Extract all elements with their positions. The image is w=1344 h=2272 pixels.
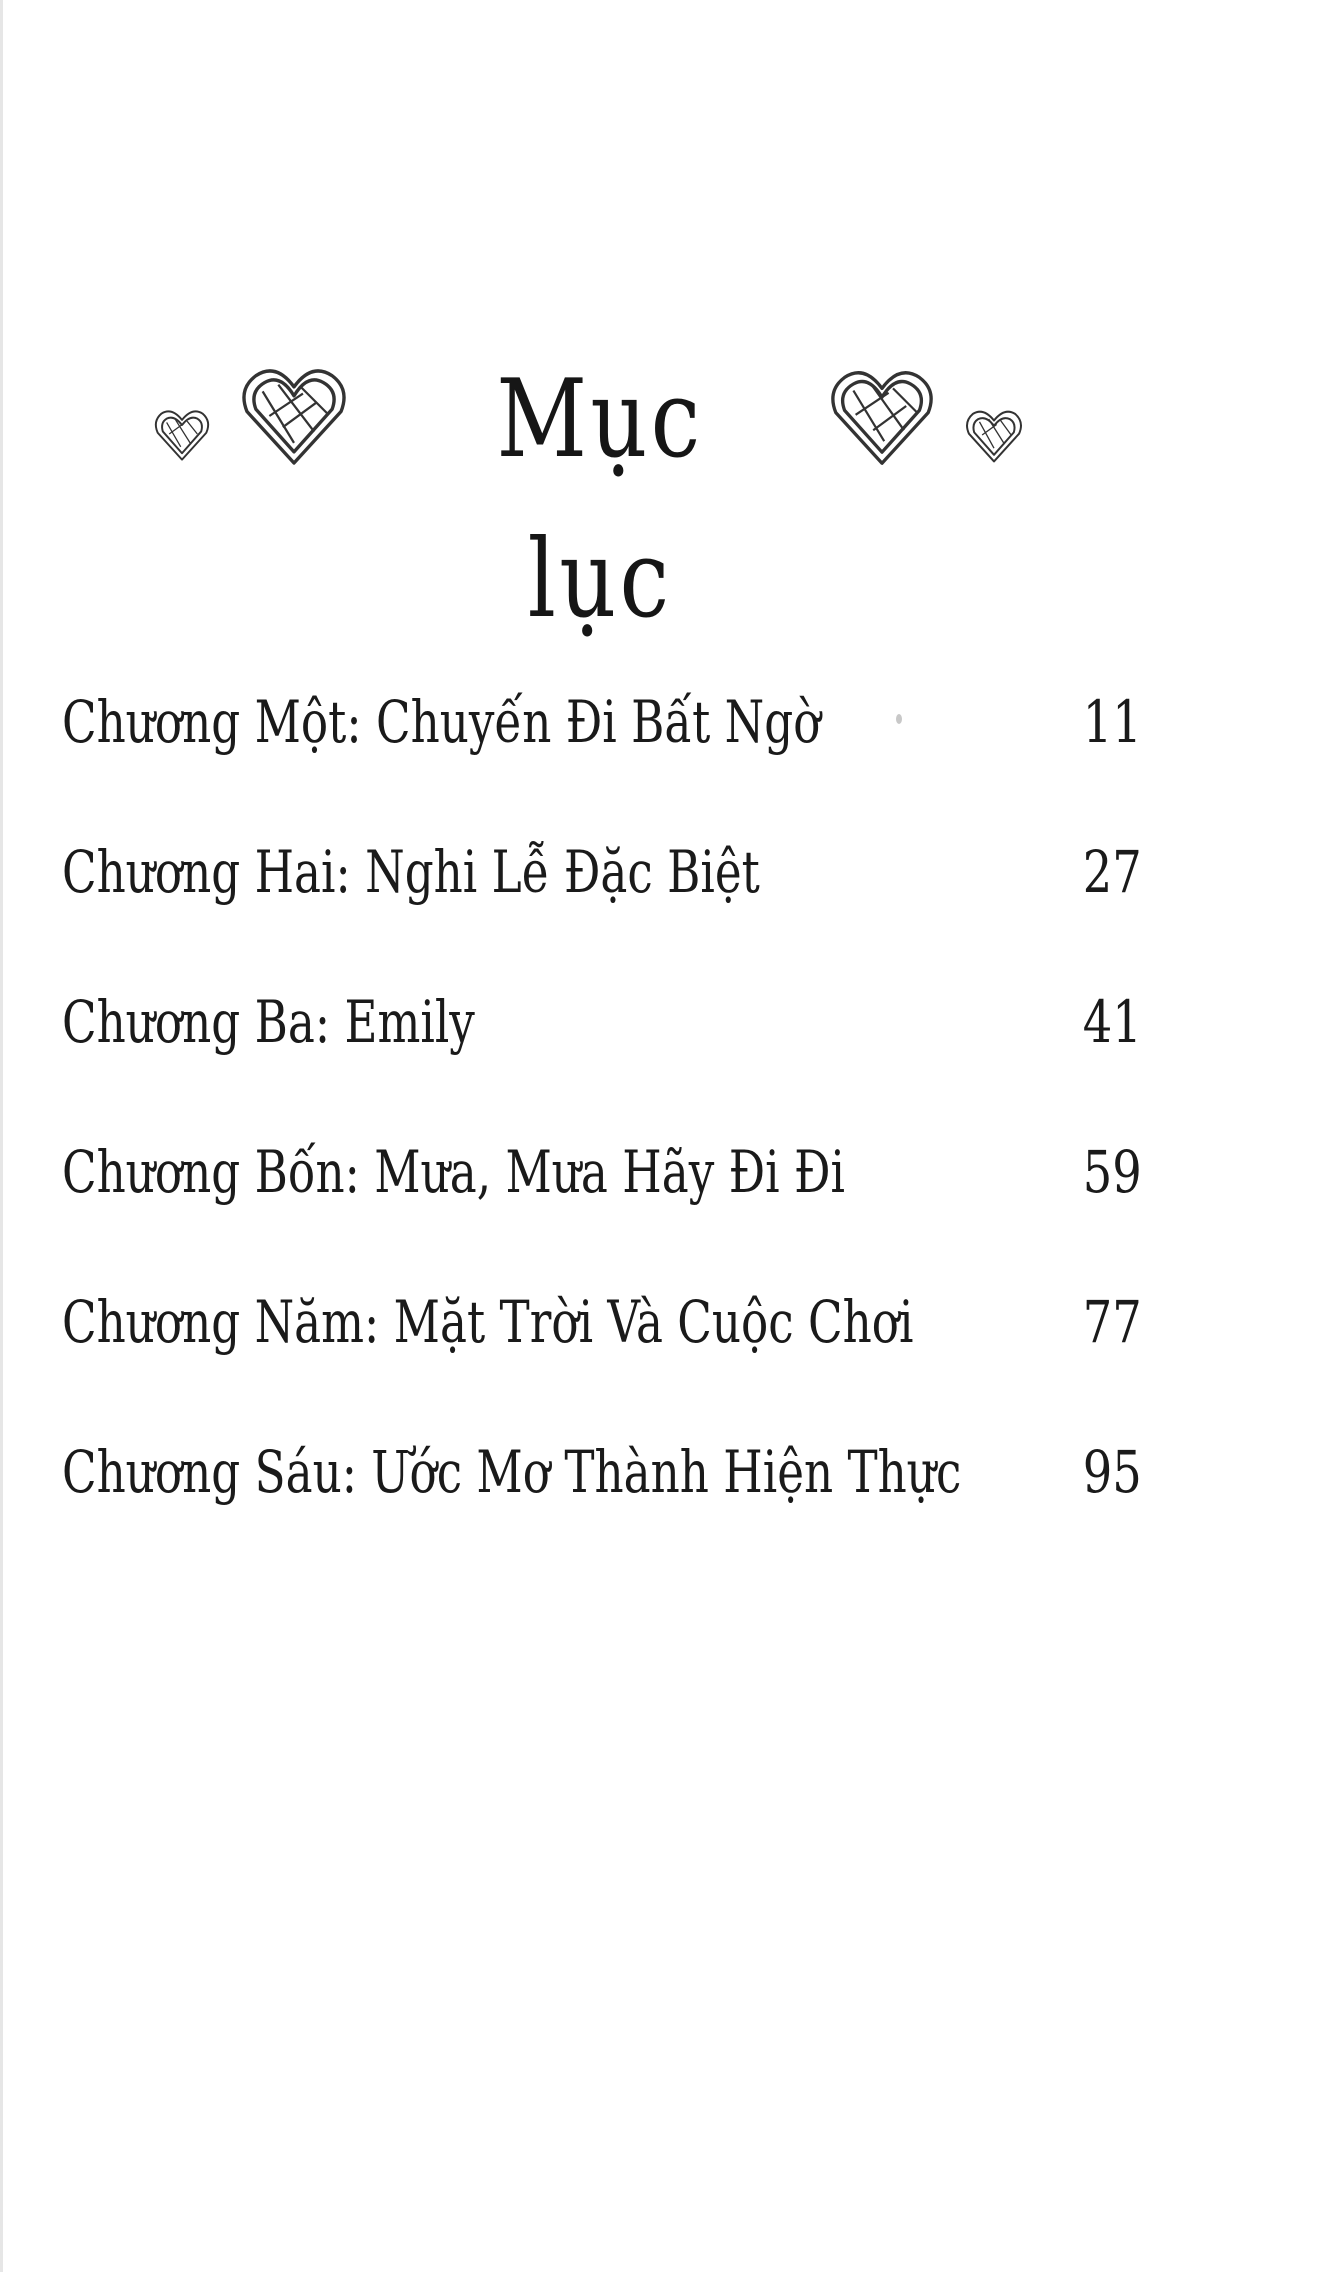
toc-entry-label: Chương Ba: Emily	[62, 988, 475, 1056]
toc-entry-page-number: 77	[1082, 1288, 1142, 1356]
toc-entry-page-number: 95	[1082, 1438, 1142, 1506]
toc-entry-page-number: 59	[1082, 1138, 1142, 1206]
toc-entry[interactable]	[62, 1422, 1142, 1572]
table-of-contents	[62, 672, 1142, 1572]
toc-entry[interactable]	[62, 1122, 1142, 1272]
toc-entry-label: Chương Hai: Nghi Lễ Đặc Biệt	[62, 838, 760, 906]
toc-entry[interactable]	[62, 972, 1142, 1122]
toc-entry[interactable]	[62, 672, 1142, 822]
toc-entry[interactable]	[62, 822, 1142, 972]
toc-entry[interactable]	[62, 1272, 1142, 1422]
toc-entry-page-number: 27	[1082, 838, 1142, 906]
title-row	[0, 340, 1344, 642]
large-sketched-heart-icon	[826, 362, 938, 472]
toc-entry-label: Chương Sáu: Ước Mơ Thành Hiện Thực	[62, 1438, 962, 1506]
toc-entry-page-number: 41	[1082, 988, 1142, 1056]
toc-entry-label: Chương Bốn: Mưa, Mưa Hãy Đi Đi	[62, 1138, 845, 1206]
large-sketched-heart-icon	[236, 360, 352, 472]
small-sketched-heart-icon	[148, 402, 216, 466]
toc-entry-label: Chương Một: Chuyến Đi Bất Ngờ	[62, 688, 821, 756]
toc-entry-page-number: 11	[1082, 688, 1142, 756]
small-sketched-heart-icon	[958, 402, 1030, 468]
toc-entry-label: Chương Năm: Mặt Trời Và Cuộc Chơi	[62, 1288, 914, 1356]
page-title: Mục lục	[496, 357, 704, 642]
